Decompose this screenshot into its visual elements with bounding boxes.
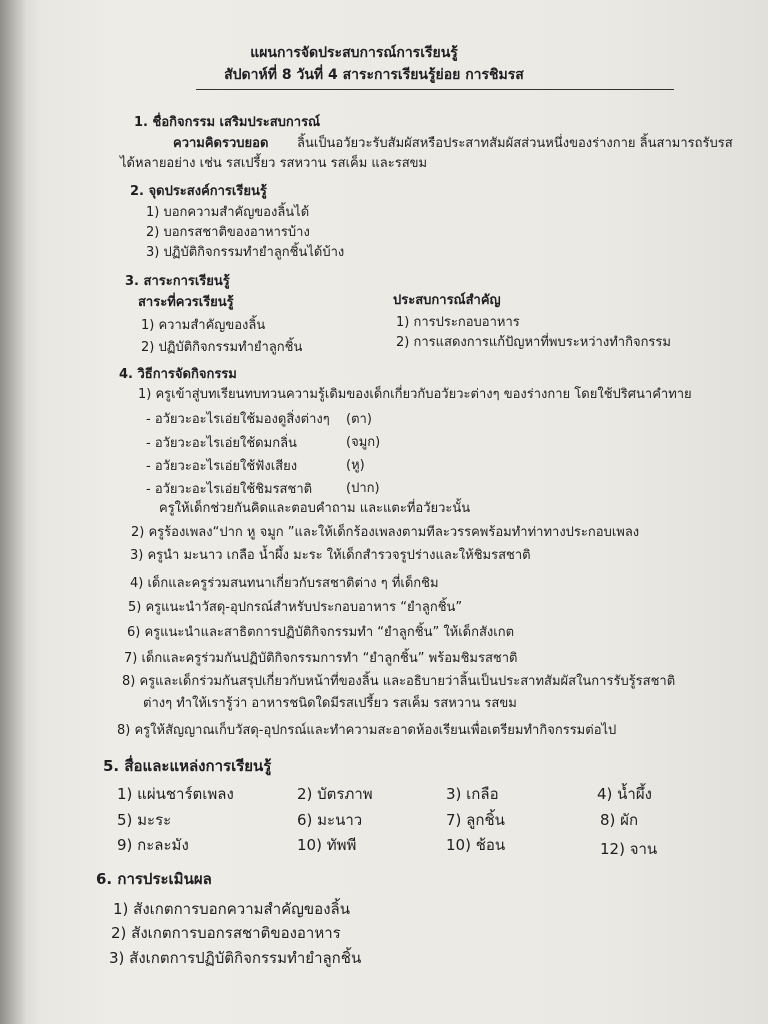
media-item: 4) น้ำผึ้ง [597,785,652,803]
activity-step: 5) ครูแนะนำวัสดุ-อุปกรณ์สำหรับประกอบอาหาร “ยำลูกชิ้น” [128,600,463,615]
experience-item: 2) การแสดงการแก้ปัญหาที่พบระหว่างทำกิจกรรม [396,335,671,350]
title-underline [196,89,674,90]
evaluation-item: 1) สังเกตการบอกความสำคัญของลิ้น [113,900,350,918]
document-subtitle: สัปดาห์ที่ 8 วันที่ 4 สาระการเรียนรู้ย่อย การชิมรส [224,67,524,83]
concept-text-line1: ลิ้นเป็นอวัยวะรับสัมผัสหรือประสาทสัมผัสส่วนหนึ่งของร่างกาย ลิ้นสามารถรับรส [297,136,733,151]
riddle-question: - อวัยวะอะไรเอ่ยใช้ดมกลิ่น [146,436,297,451]
document-title: แผนการจัดประสบการณ์การเรียนรู้ [250,45,458,61]
activity-step: 8) ครูและเด็กร่วมกันสรุปเกี่ยวกับหน้าที่ของลิ้น และอธิบายว่าลิ้นเป็นประสาทสัมผัสในการรับรู้รสชาติ [122,674,676,689]
media-item: 6) มะนาว [297,811,363,829]
riddle-answer: (ปาก) [346,481,380,496]
riddle-question: - อวัยวะอะไรเอ่ยใช้ฟังเสียง [146,459,298,474]
section-3-heading: 3. สาระการเรียนรู้ [125,274,230,289]
experience-item: 1) การประกอบอาหาร [396,315,520,330]
objective-item: 1) บอกความสำคัญของลิ้นได้ [146,205,310,220]
section-5-heading: 5. สื่อและแหล่งการเรียนรู้ [103,757,272,775]
media-item: 10) ช้อน [446,836,506,854]
media-item: 10) ทัพพี [297,836,357,854]
riddle-note: ครูให้เด็กช่วยกันคิดและตอบคำถาม และแตะที่อวัยวะนั้น [159,501,471,516]
riddle-answer: (หู) [346,458,365,473]
evaluation-item: 3) สังเกตการปฏิบัติกิจกรรมทำยำลูกชิ้น [109,949,362,967]
book-binding-shadow [0,0,26,1024]
experience-column-heading: ประสบการณ์สำคัญ [393,293,501,308]
media-item: 3) เกลือ [446,785,499,803]
content-item: 2) ปฏิบัติกิจกรรมทำยำลูกชิ้น [141,340,303,355]
objective-item: 3) ปฏิบัติกิจกรรมทำยำลูกชิ้นได้บ้าง [146,245,345,260]
concept-text-line2: ได้หลายอย่าง เช่น รสเปรี้ยว รสหวาน รสเค็ม และรสขม [120,156,428,171]
section-6-heading: 6. การประเมินผล [96,870,212,888]
media-item: 12) จาน [600,840,658,858]
activity-step: 7) เด็กและครูร่วมกันปฏิบัติกิจกรรมการทำ “ยำลูกชิ้น” พร้อมชิมรสชาติ [124,651,518,666]
section-1-heading: 1. ชื่อกิจกรรม เสริมประสบการณ์ [134,115,321,130]
activity-step: 8) ครูให้สัญญาณเก็บวัสดุ-อุปกรณ์และทำความสะอาดห้องเรียนเพื่อเตรียมทำกิจกรรมต่อไป [117,723,617,738]
media-item: 9) กะละมัง [117,836,189,854]
media-item: 8) ผัก [600,811,639,829]
riddle-question: - อวัยวะอะไรเอ่ยใช้ชิมรสชาติ [146,482,313,497]
activity-step: 1) ครูเข้าสู่บทเรียนทบทวนความรู้เดิมของเด็กเกี่ยวกับอวัยวะต่างๆ ของร่างกาย โดยใช้ปริศนาคำทาย [138,387,692,402]
objective-item: 2) บอกรสชาติของอาหารบ้าง [146,225,310,240]
activity-step: 4) เด็กและครูร่วมสนทนาเกี่ยวกับรสชาติต่าง ๆ ที่เด็กชิม [130,576,439,591]
section-4-heading: 4. วิธีการจัดกิจกรรม [119,367,237,382]
activity-step: 2) ครูร้องเพลง“ปาก หู จมูก ”และให้เด็กร้องเพลงตามทีละวรรคพร้อมทำท่าทางประกอบเพลง [131,525,640,540]
riddle-question: - อวัยวะอะไรเอ่ยใช้มองดูสิ่งต่างๆ [146,412,330,427]
media-item: 1) แผ่นชาร์ตเพลง [117,785,234,803]
content-column-heading: สาระที่ควรเรียนรู้ [138,295,234,310]
section-2-heading: 2. จุดประสงค์การเรียนรู้ [130,184,267,199]
media-item: 2) บัตรภาพ [297,785,373,803]
content-item: 1) ความสำคัญของลิ้น [141,318,266,333]
media-item: 5) มะระ [117,811,172,829]
riddle-answer: (ตา) [346,412,372,427]
concept-label: ความคิดรวบยอด [173,136,269,151]
activity-step: 6) ครูแนะนำและสาธิตการปฏิบัติกิจกรรมทำ “ยำลูกชิ้น” ให้เด็กสังเกต [127,625,515,640]
activity-step-continuation: ต่างๆ ทำให้เรารู้ว่า อาหารชนิดใดมีรสเปรี้ยว รสเค็ม รสหวาน รสขม [143,696,517,711]
activity-step: 3) ครูนำ มะนาว เกลือ น้ำผึ้ง มะระ ให้เด็กสำรวจรูปร่างและให้ชิมรสชาติ [130,548,531,563]
riddle-answer: (จมูก) [346,435,381,450]
media-item: 7) ลูกชิ้น [446,811,505,829]
evaluation-item: 2) สังเกตการบอกรสชาติของอาหาร [111,924,341,942]
